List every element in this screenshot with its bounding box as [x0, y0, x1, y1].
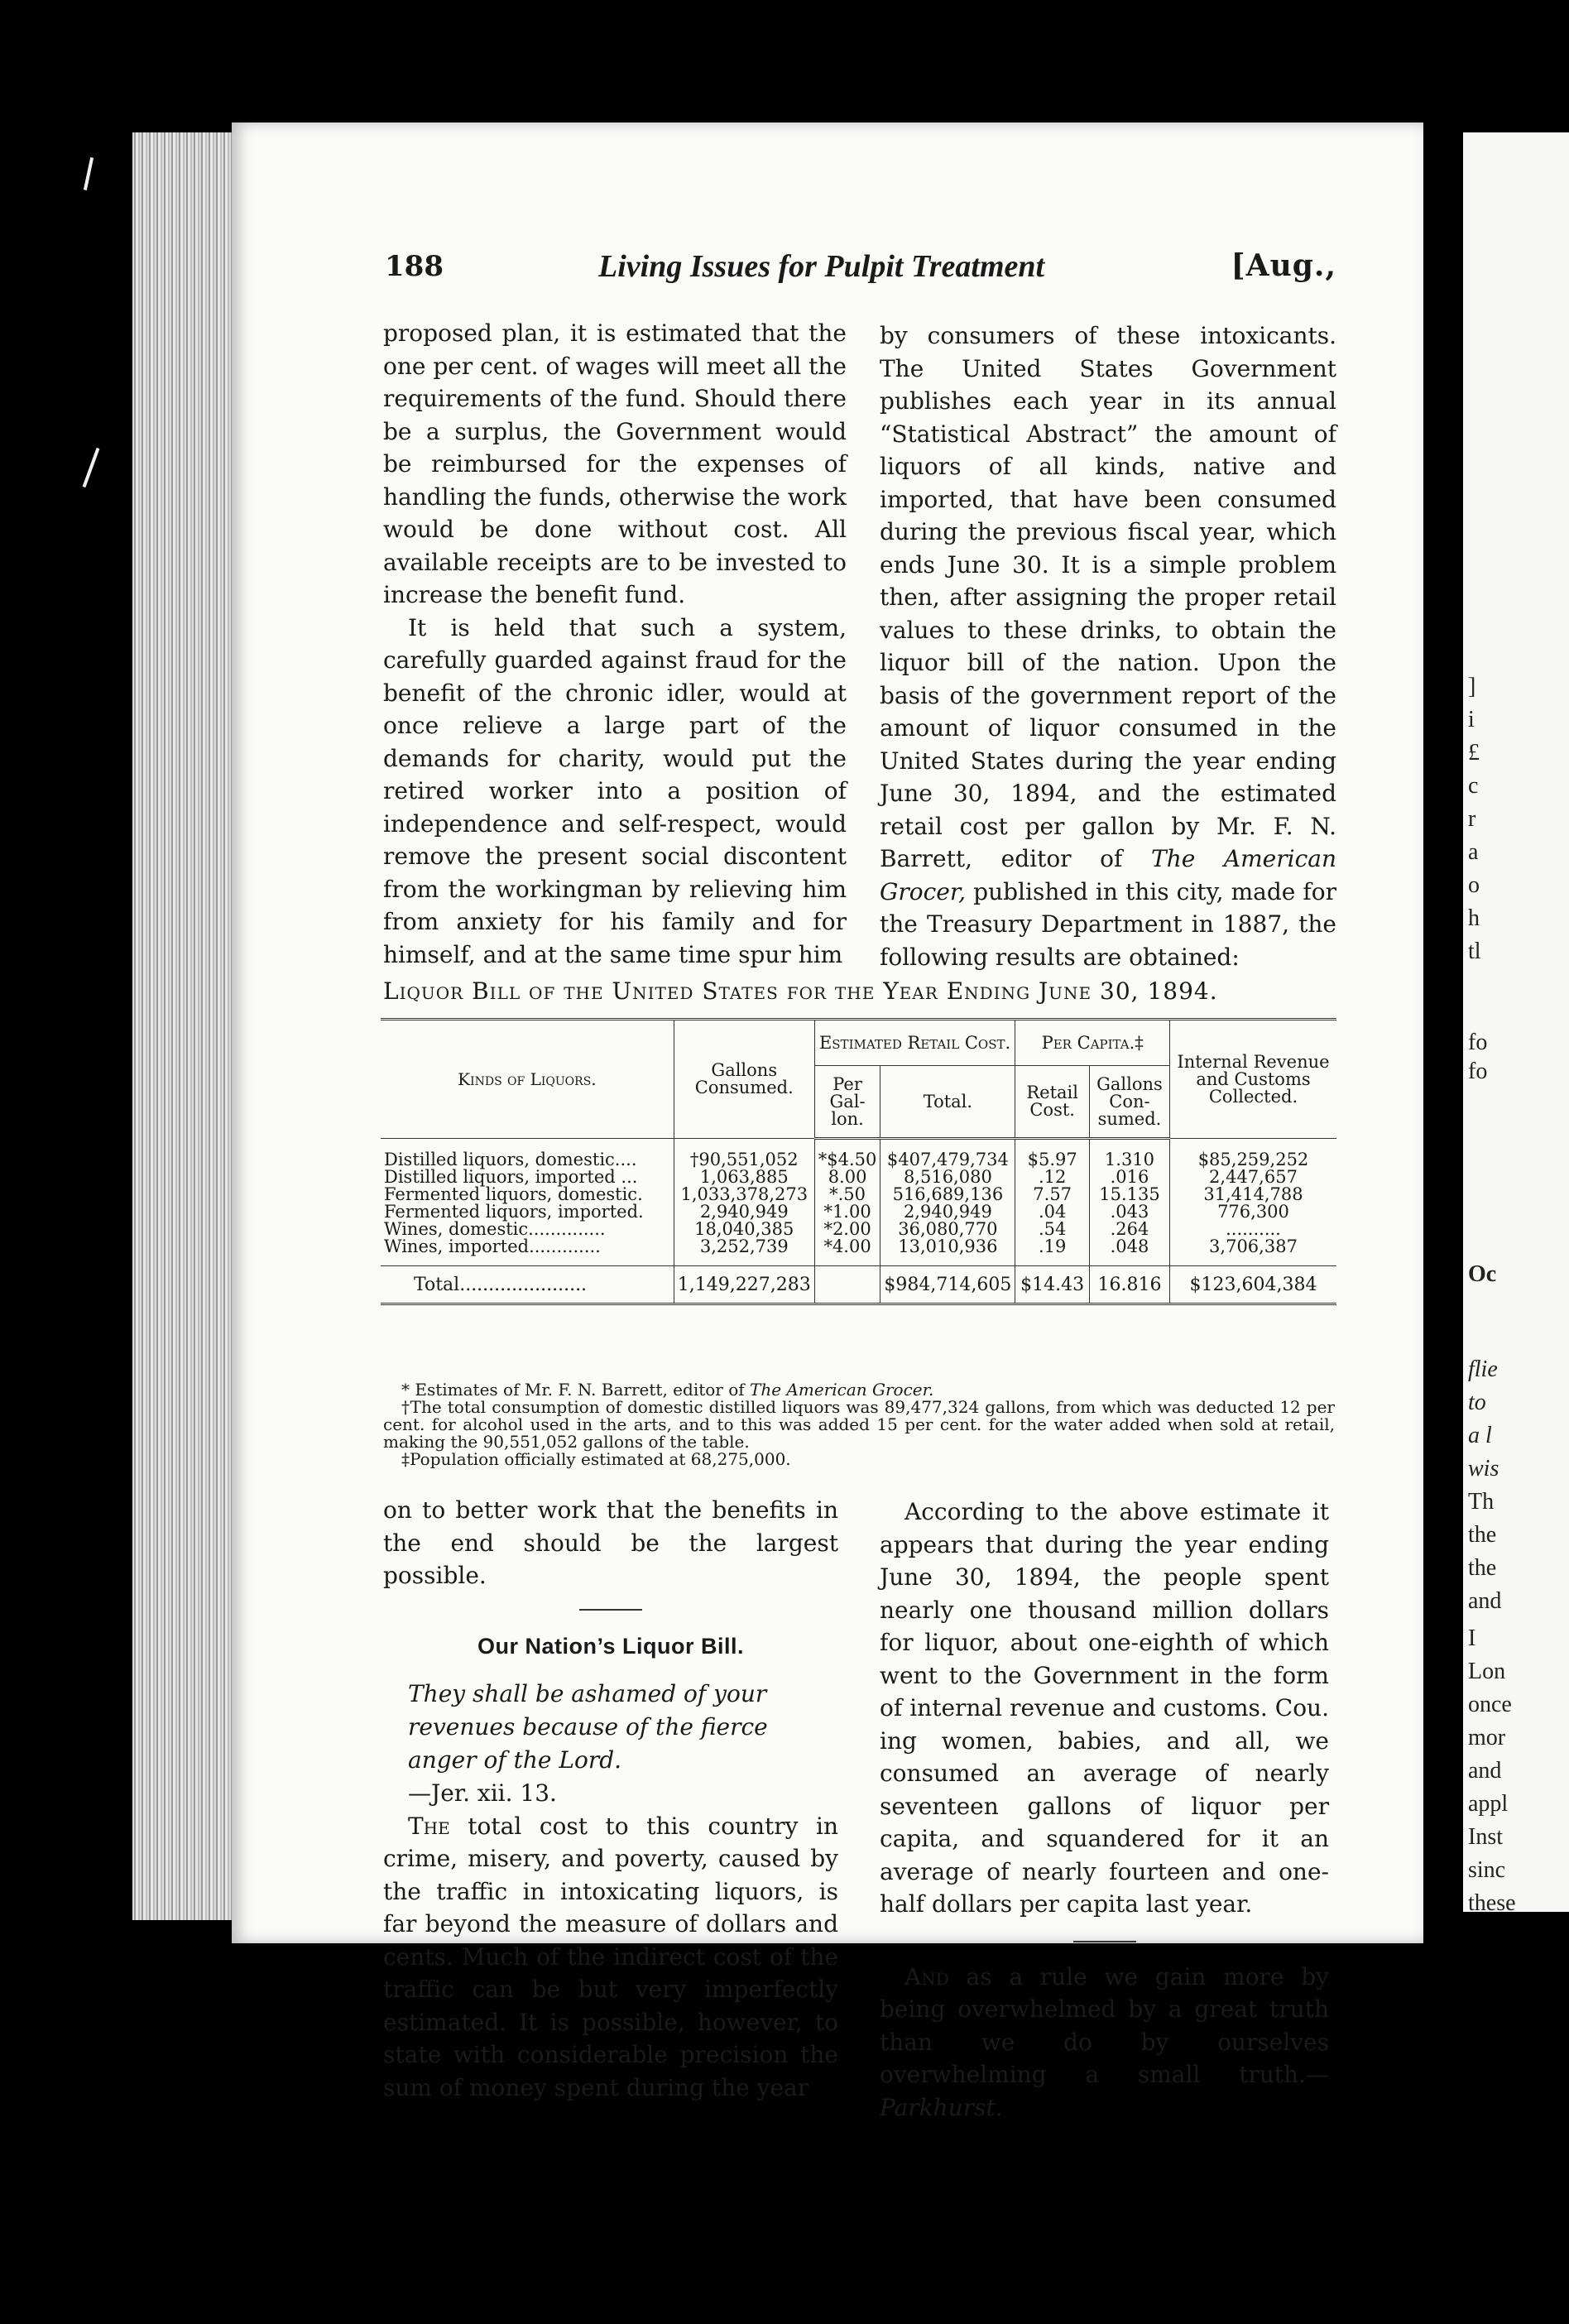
epigraph: They shall be ashamed of your revenues because of the fierce anger of the Lord.	[408, 1680, 768, 1774]
page-number: 188	[385, 250, 444, 283]
cell-per-gallon	[814, 1266, 880, 1304]
cell-total: $984,714,605	[880, 1266, 1015, 1304]
table-row	[381, 1169, 1336, 1186]
adjacent-fragment: ]	[1468, 674, 1476, 699]
running-date: [Aug.,	[1231, 248, 1336, 283]
adjacent-fragment: Oc	[1468, 1261, 1497, 1287]
footnote: ‡Population officially estimated at 68,275,000.	[401, 1449, 791, 1469]
cell-per-gallon: *1.00	[814, 1203, 880, 1221]
adjacent-fragment: sinc	[1468, 1857, 1506, 1883]
publication-title: The American Grocer.	[750, 1380, 934, 1400]
section-divider	[1073, 1941, 1136, 1942]
running-head	[385, 248, 1336, 298]
scan-mark	[83, 448, 100, 487]
cell-per-gallon: *.50	[814, 1186, 880, 1203]
cell-gallons-per-capita: 15.135	[1089, 1186, 1169, 1203]
text-run: as a rule we gain more by being overwhelmed by a great truth than we do by ourselves overwhelming a small truth.—	[880, 1962, 1329, 2088]
table-row	[381, 1139, 1336, 1169]
cell-kind: Wines, domestic..............	[384, 1219, 606, 1239]
column-header-total: Total.	[880, 1066, 1015, 1139]
cell-total: 36,080,770	[880, 1221, 1015, 1238]
adjacent-page	[1463, 132, 1569, 1912]
cell-gallons-per-capita: .264	[1089, 1221, 1169, 1238]
adjacent-fragment: and	[1468, 1588, 1502, 1614]
adjacent-fragment: the	[1468, 1522, 1497, 1548]
cell-retail: $14.43	[1015, 1266, 1090, 1304]
cell-revenue: 31,414,788	[1169, 1186, 1336, 1203]
cell-revenue: $123,604,384	[1169, 1266, 1336, 1304]
paragraph	[383, 1810, 838, 2105]
cell-kind: Wines, imported.............	[384, 1236, 601, 1256]
cell-revenue: 776,300	[1169, 1203, 1336, 1221]
adjacent-fragment: appl	[1468, 1791, 1509, 1817]
text-run: published in this city, made for the Treasury Department in 1887, the following results are obtained:	[880, 877, 1336, 971]
column-header-per-capita: Per Capita.‡	[1015, 1020, 1170, 1066]
cell-gallons: 1,033,378,273	[674, 1186, 814, 1203]
column-top-right	[880, 319, 1336, 973]
cell-total: 13,010,936	[880, 1238, 1015, 1266]
running-title: Living Issues for Pulpit Treatment	[598, 249, 1045, 284]
adjacent-fragment: fo	[1468, 1030, 1488, 1055]
column-bottom-right	[880, 1496, 1329, 2124]
epigraph-reference: —Jer. xii. 13.	[408, 1779, 557, 1807]
text-run: total cost to this country in crime, misery, and poverty, caused by the traffic in intoxicating liquors, is far beyond the measure of dollars and cents. Much of the indirect cost of the traffic can be but very imperfectly estimated. It is possible, however, to state with considerable precision the sum of money spent during the year	[383, 1812, 838, 2101]
cell-kind: Fermented liquors, imported.	[384, 1202, 644, 1222]
cell-total: $407,479,734	[880, 1139, 1015, 1169]
text-run: by consumers of these intoxicants. The United States Government publishes each year in its annual “Statistical Abstract” the amount of liquors of all kinds, native and imported, that have been consumed during the previous fiscal year, which ends June 30. It is a simple problem then, after assigning the proper retail values to these drinks, to obtain the liquor bill of the nation. Upon the basis of the government report of the amount of liquor consumed in the United States during the year ending June 30, 1894, and the estimated retail cost per gallon by Mr. F. N. Barrett, editor of	[880, 322, 1336, 872]
lead-word: And	[904, 1962, 949, 1990]
table-row	[381, 1238, 1336, 1266]
column-top-left	[383, 317, 847, 971]
column-header-gallons: Gallons Consumed.	[674, 1020, 814, 1139]
footnote	[383, 1381, 1335, 1399]
adjacent-fragment: fo	[1468, 1059, 1488, 1084]
cell-revenue: 3,706,387	[1169, 1238, 1336, 1266]
cell-total: 2,940,949	[880, 1203, 1015, 1221]
cell-gallons: 3,252,739	[674, 1238, 814, 1266]
cell-per-gallon: 8.00	[814, 1169, 880, 1186]
column-bottom-left	[383, 1494, 838, 2104]
column-header-gallons-consumed: Gallons Con-sumed.	[1089, 1066, 1169, 1139]
cell-gallons: 1,063,885	[674, 1169, 814, 1186]
cell-total: 8,516,080	[880, 1169, 1015, 1186]
table-footnotes	[383, 1381, 1335, 1468]
adjacent-fragment: a	[1468, 839, 1479, 865]
cell-gallons-per-capita: .043	[1089, 1203, 1169, 1221]
section-divider	[579, 1609, 642, 1611]
table-row	[381, 1221, 1336, 1238]
cell-gallons: †90,551,052	[674, 1139, 814, 1169]
adjacent-fragment: wis	[1468, 1456, 1499, 1481]
attribution: Parkhurst.	[880, 2093, 1003, 2121]
adjacent-fragment: r	[1468, 806, 1476, 832]
liquor-bill-table	[381, 1018, 1336, 1305]
paragraph: proposed plan, it is estimated that the one per cent. of wages will meet all the requirements of the fund. Should there be a surplus, the Government would be reimbursed for the expenses of handling the funds, otherwise the work would be done without cost. All available receipts are to be invested to increase the benefit fund.	[383, 319, 847, 608]
paragraph	[880, 1961, 1329, 2125]
book-page-edges	[132, 132, 232, 1920]
adjacent-fragment: Th	[1468, 1489, 1495, 1515]
adjacent-fragment: £	[1468, 740, 1480, 766]
adjacent-fragment: the	[1468, 1555, 1497, 1581]
adjacent-fragment: h	[1468, 905, 1480, 931]
cell-gallons: 18,040,385	[674, 1221, 814, 1238]
table-row	[381, 1203, 1336, 1221]
cell-kind: Total......................	[381, 1266, 674, 1304]
cell-revenue: 2,447,657	[1169, 1169, 1336, 1186]
cell-gallons: 1,149,227,283	[674, 1266, 814, 1304]
cell-kind: Distilled liquors, domestic....	[384, 1149, 637, 1169]
table-row	[381, 1186, 1336, 1203]
column-header-internal-revenue: Internal Revenue and Customs Collected.	[1169, 1020, 1336, 1139]
adjacent-fragment: Inst	[1468, 1824, 1503, 1850]
cell-per-gallon: *2.00	[814, 1221, 880, 1238]
column-header-per-gallon: Per Gal-lon.	[814, 1066, 880, 1139]
table-total-row	[381, 1266, 1336, 1304]
cell-retail: .54	[1015, 1221, 1090, 1238]
column-header-estimated-cost: Estimated Retail Cost.	[814, 1020, 1015, 1066]
adjacent-fragment: I	[1468, 1625, 1476, 1651]
paragraph: on to better work that the benefits in the end should be the largest possible.	[383, 1496, 838, 1589]
adjacent-fragment: c	[1468, 773, 1479, 799]
adjacent-fragment: flie	[1468, 1356, 1498, 1382]
article-title: Our Nation’s Liquor Bill.	[477, 1633, 744, 1659]
cell-per-gallon: *$4.50	[814, 1139, 880, 1169]
cell-retail: $5.97	[1015, 1139, 1090, 1169]
cell-gallons-per-capita: 16.816	[1089, 1266, 1169, 1304]
cell-gallons-per-capita: 1.310	[1089, 1139, 1169, 1169]
adjacent-fragment: these	[1468, 1890, 1516, 1912]
adjacent-fragment: once	[1468, 1692, 1512, 1717]
cell-retail: .19	[1015, 1238, 1090, 1266]
column-header-kinds: Kinds of Liquors.	[381, 1020, 674, 1139]
column-header-retail-cost: Retail Cost.	[1015, 1066, 1090, 1139]
cell-total: 516,689,136	[880, 1186, 1015, 1203]
adjacent-fragment: mor	[1468, 1725, 1506, 1750]
scan-mark	[84, 157, 94, 190]
cell-retail: .12	[1015, 1169, 1090, 1186]
footnote: †The total consumption of domestic distilled liquors was 89,477,324 gallons, from which was deducted 12 per cent. for alcohol used in the arts, and to this was added 15 per cent. for the water added when sold at retail, making the 90,551,052 gallons of the table.	[383, 1397, 1335, 1452]
adjacent-fragment: tl	[1468, 939, 1481, 964]
cell-per-gallon: *4.00	[814, 1238, 880, 1266]
publication-title: The American Grocer,	[880, 845, 1336, 905]
table-title: Liquor Bill of the United States for the Year Ending June 30, 1894.	[383, 977, 1218, 1005]
paragraph: It is held that such a system, carefully guarded against fraud for the benefit of the chronic idler, would at once relieve a large part of the demands for charity, would put the retired worker into a position of independence and self-respect, would remove the present social discontent from the workingman by relieving him from anxiety for his family and for himself, and at the same time spur him	[383, 613, 847, 968]
text-run: * Estimates of Mr. F. N. Barrett, editor of	[401, 1380, 745, 1400]
adjacent-fragment: to	[1468, 1390, 1486, 1415]
adjacent-fragment: a l	[1468, 1423, 1492, 1448]
paragraph	[880, 319, 1336, 973]
adjacent-fragment: i	[1468, 707, 1475, 732]
cell-gallons-per-capita: .016	[1089, 1169, 1169, 1186]
paragraph: According to the above estimate it appears that during the year ending June 30, 1894, the people spent nearly one thousand million dollars for liquor, about one-eighth of which went to the Government in the form of internal revenue and customs. Cou. ing women, babies, and all, we consumed an average of nearly seventeen gallons of liquor per capita, and squandered for it an average of nearly fourteen and one-half dollars per capita last year.	[880, 1498, 1329, 1918]
adjacent-fragment: and	[1468, 1758, 1502, 1784]
cell-revenue: $85,259,252	[1169, 1139, 1336, 1169]
cell-retail: 7.57	[1015, 1186, 1090, 1203]
cell-revenue: ..........	[1169, 1221, 1336, 1238]
adjacent-fragment: o	[1468, 872, 1480, 898]
adjacent-fragment: Lon	[1468, 1659, 1506, 1684]
lead-word: The	[408, 1812, 450, 1840]
cell-gallons-per-capita: .048	[1089, 1238, 1169, 1266]
cell-retail: .04	[1015, 1203, 1090, 1221]
cell-kind: Fermented liquors, domestic.	[384, 1184, 643, 1204]
cell-gallons: 2,940,949	[674, 1203, 814, 1221]
cell-kind: Distilled liquors, imported ...	[384, 1167, 638, 1187]
